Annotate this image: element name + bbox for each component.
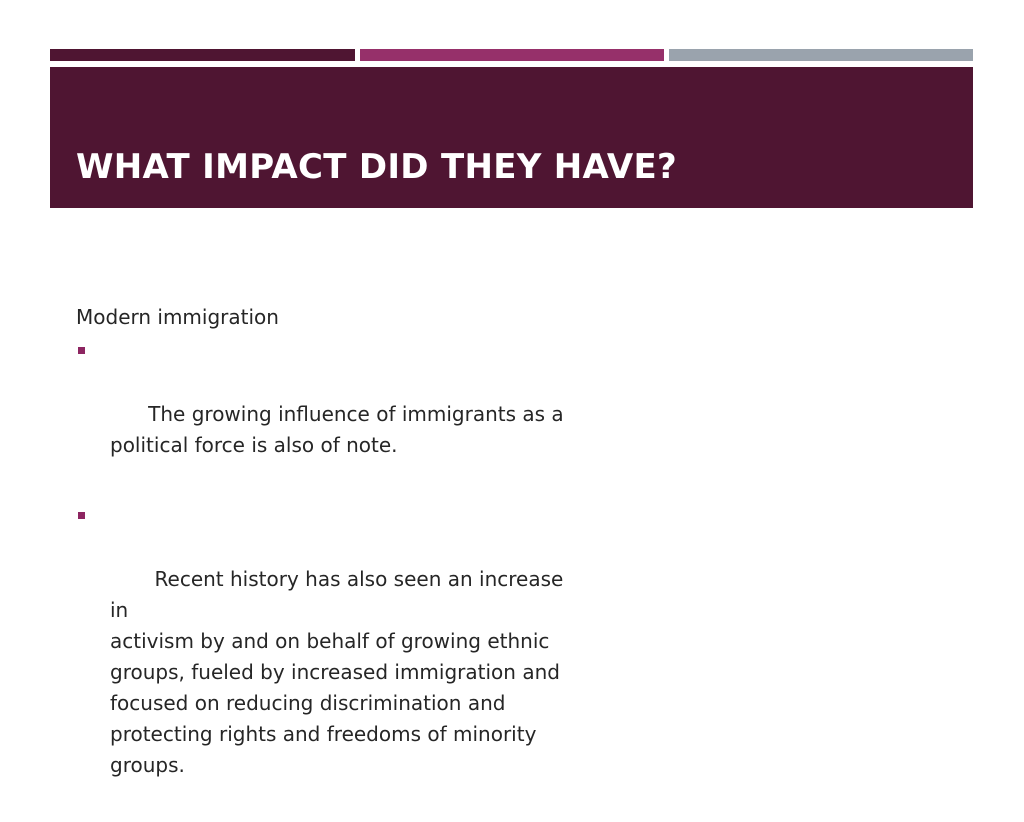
bullet-item: [76, 337, 586, 492]
title-band: [50, 67, 973, 208]
bullet-text: The growing influence of immigrants as a political force is also of note.: [110, 402, 564, 457]
square-bullet-icon: [78, 512, 85, 519]
bullet-list: [76, 337, 586, 812]
bullet-text: Recent history has also seen an increase in activism by and on behalf of growing ethnic groups, fueled by increased immigration and focused on reducing discrimination and protecting rights and freedoms of minority groups.: [110, 567, 564, 777]
accent-bar-magenta: [360, 49, 664, 61]
intro-text: Modern immigration: [76, 305, 279, 329]
accent-bar-gray: [669, 49, 973, 61]
accent-bar-dark: [50, 49, 355, 61]
square-bullet-icon: [78, 347, 85, 354]
slide-title: WHAT IMPACT DID THEY HAVE?: [76, 147, 678, 187]
bullet-item: [76, 502, 586, 812]
slide-body: [76, 302, 586, 822]
